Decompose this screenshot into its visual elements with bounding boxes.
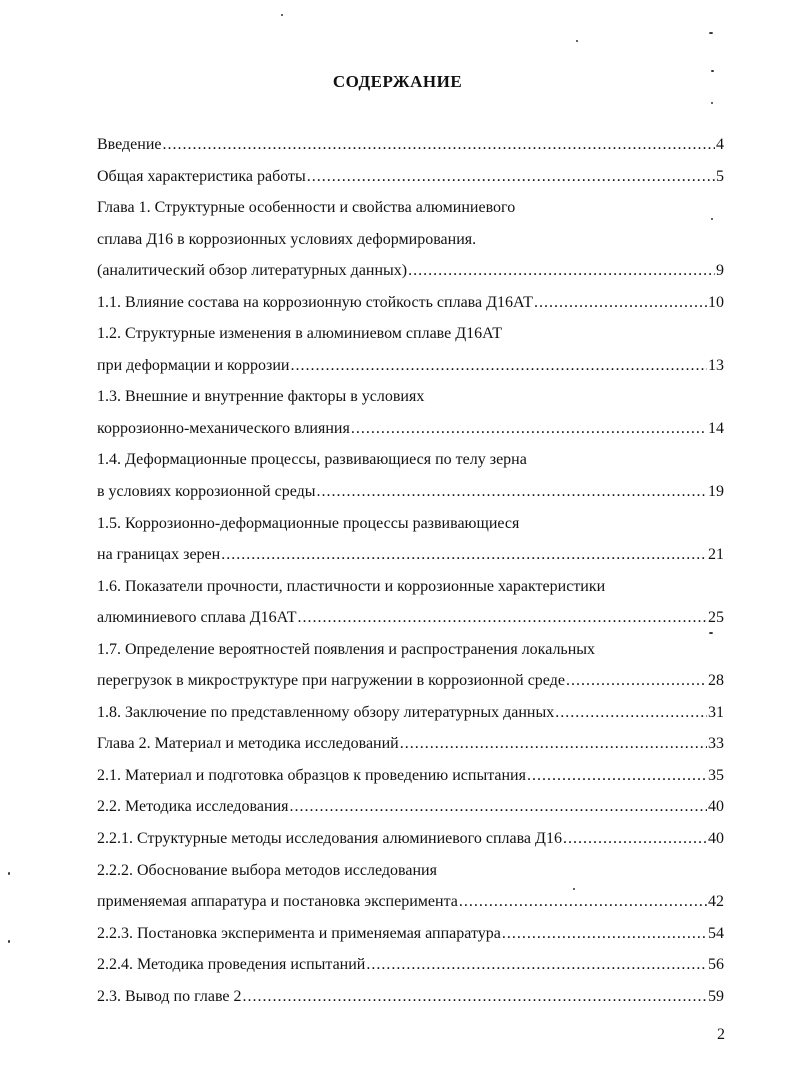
toc-entry-page: 5 bbox=[716, 167, 724, 185]
table-of-contents bbox=[97, 134, 724, 1017]
scan-speck bbox=[281, 14, 283, 16]
toc-entry-page: 25 bbox=[708, 609, 724, 627]
toc-entry-page: 19 bbox=[708, 483, 724, 501]
toc-entry-text: 2.3. Вывод по главе 2 bbox=[97, 987, 242, 1005]
toc-entry bbox=[97, 796, 724, 828]
toc-entry bbox=[97, 355, 724, 387]
toc-entry-text: на границах зерен bbox=[97, 546, 221, 564]
toc-leader-dots bbox=[502, 923, 707, 945]
toc-entry bbox=[97, 891, 724, 923]
scan-speck bbox=[576, 40, 578, 42]
toc-entry-page: 21 bbox=[708, 546, 724, 564]
toc-entry bbox=[97, 670, 724, 702]
toc-entry-page: 59 bbox=[708, 987, 724, 1005]
page-number: 2 bbox=[717, 1026, 725, 1043]
toc-leader-dots bbox=[163, 134, 716, 156]
toc-entry-text: 1.8. Заключение по представленному обзору литературных данных bbox=[97, 703, 555, 721]
toc-entry-text: 1.6. Показатели прочности, пластичности и коррозионные характеристики bbox=[97, 577, 606, 595]
toc-entry-page: 31 bbox=[708, 703, 724, 721]
toc-entry-text: 1.3. Внешние и внутренние факторы в условиях bbox=[97, 388, 425, 406]
toc-entry-text: (аналитический обзор литературных данных) bbox=[97, 262, 408, 280]
toc-entry-text: Глава 1. Структурные особенности и свойства алюминиевого bbox=[97, 199, 516, 217]
toc-entry bbox=[97, 386, 724, 418]
toc-entry-text: 1.2. Структурные изменения в алюминиевом сплаве Д16АТ bbox=[97, 325, 503, 343]
toc-entry-page: 13 bbox=[708, 356, 724, 374]
toc-entry-page: 33 bbox=[708, 735, 724, 753]
scan-speck bbox=[573, 888, 575, 890]
toc-entry-text: 2.2.3. Постановка эксперимента и применяемая аппаратура bbox=[97, 924, 501, 942]
toc-leader-dots bbox=[317, 481, 707, 503]
toc-entry-page: 56 bbox=[708, 956, 724, 974]
toc-entry-text: 2.2.2. Обоснование выбора методов исследования bbox=[97, 861, 437, 879]
toc-leader-dots bbox=[221, 544, 707, 566]
toc-entry-text: перегрузок в микроструктуре при нагружении в коррозионной среде bbox=[97, 672, 565, 690]
toc-leader-dots bbox=[459, 891, 707, 913]
toc-entry-text: 1.4. Деформационные процессы, развивающиеся по телу зерна bbox=[97, 451, 527, 469]
toc-entry bbox=[97, 323, 724, 355]
toc-entry bbox=[97, 765, 724, 797]
toc-entry-page: 9 bbox=[716, 262, 724, 280]
toc-entry bbox=[97, 986, 724, 1018]
toc-entry bbox=[97, 134, 724, 166]
toc-entry-text: 2.2. Методика исследования bbox=[97, 798, 289, 816]
toc-entry-text: в условиях коррозионной среды bbox=[97, 483, 316, 501]
toc-leader-dots bbox=[290, 355, 707, 377]
toc-entry-text: 2.1. Материал и подготовка образцов к проведению испытания bbox=[97, 766, 526, 784]
toc-entry-text: сплава Д16 в коррозионных условиях деформирования. bbox=[97, 230, 477, 248]
toc-leader-dots bbox=[527, 765, 707, 787]
toc-leader-dots bbox=[298, 607, 707, 629]
toc-entry-page: 14 bbox=[708, 419, 724, 437]
toc-leader-dots bbox=[351, 418, 707, 440]
toc-entry bbox=[97, 166, 724, 198]
scan-speck bbox=[711, 218, 713, 220]
toc-entry bbox=[97, 954, 724, 986]
toc-leader-dots bbox=[289, 796, 707, 818]
toc-entry-text: алюминиевого сплава Д16АТ bbox=[97, 609, 297, 627]
toc-entry bbox=[97, 418, 724, 450]
scan-speck bbox=[709, 632, 713, 634]
toc-leader-dots bbox=[400, 733, 707, 755]
toc-entry bbox=[97, 607, 724, 639]
scan-speck bbox=[711, 102, 713, 104]
toc-entry-text: 1.7. Определение вероятностей появления и распространения локальных bbox=[97, 640, 596, 658]
toc-entry-text: 2.2.4. Методика проведения испытаний bbox=[97, 956, 366, 974]
scan-speck bbox=[8, 872, 10, 875]
scan-speck bbox=[709, 32, 713, 34]
toc-entry-page: 35 bbox=[708, 766, 724, 784]
toc-entry-text: применяемая аппаратура и постановка эксперимента bbox=[97, 893, 458, 911]
toc-entry bbox=[97, 229, 724, 261]
toc-leader-dots bbox=[555, 702, 707, 724]
toc-entry bbox=[97, 544, 724, 576]
toc-entry bbox=[97, 449, 724, 481]
toc-entry bbox=[97, 702, 724, 734]
toc-entry-page: 4 bbox=[716, 136, 724, 153]
toc-entry bbox=[97, 513, 724, 545]
toc-leader-dots bbox=[307, 166, 715, 188]
toc-entry-page: 10 bbox=[708, 293, 724, 311]
toc-leader-dots bbox=[243, 986, 707, 1008]
toc-leader-dots bbox=[408, 260, 715, 282]
toc-leader-dots bbox=[563, 828, 707, 850]
toc-entry-text: 1.1. Влияние состава на коррозионную стойкость сплава Д16АТ bbox=[97, 293, 533, 311]
toc-entry-text: Глава 2. Материал и методика исследований bbox=[97, 735, 399, 753]
toc-entry-page: 28 bbox=[708, 672, 724, 690]
toc-entry bbox=[97, 481, 724, 513]
toc-entry bbox=[97, 860, 724, 892]
toc-entry bbox=[97, 292, 724, 324]
toc-entry bbox=[97, 733, 724, 765]
toc-entry bbox=[97, 576, 724, 608]
toc-entry-page: 40 bbox=[708, 830, 724, 848]
toc-entry-text: Введение bbox=[97, 136, 162, 153]
toc-leader-dots bbox=[566, 670, 707, 692]
toc-entry-text: Общая характеристика работы bbox=[97, 167, 306, 185]
toc-entry-page: 54 bbox=[708, 924, 724, 942]
toc-entry-text: при деформации и коррозии bbox=[97, 356, 290, 374]
toc-leader-dots bbox=[366, 954, 707, 976]
toc-entry bbox=[97, 639, 724, 671]
toc-entry-text: коррозионно-механического влияния bbox=[97, 419, 350, 437]
page-title: СОДЕРЖАНИЕ bbox=[332, 72, 463, 91]
toc-entry-text: 2.2.1. Структурные методы исследования алюминиевого сплава Д16 bbox=[97, 830, 562, 848]
toc-entry-page: 40 bbox=[708, 798, 724, 816]
toc-entry bbox=[97, 828, 724, 860]
toc-entry bbox=[97, 197, 724, 229]
toc-entry-text: 1.5. Коррозионно-деформационные процессы развивающиеся bbox=[97, 514, 520, 532]
scan-speck bbox=[711, 70, 714, 72]
scan-speck bbox=[8, 940, 10, 943]
toc-leader-dots bbox=[534, 292, 707, 314]
toc-entry bbox=[97, 923, 724, 955]
toc-entry-page: 42 bbox=[708, 893, 724, 911]
toc-entry bbox=[97, 260, 724, 292]
